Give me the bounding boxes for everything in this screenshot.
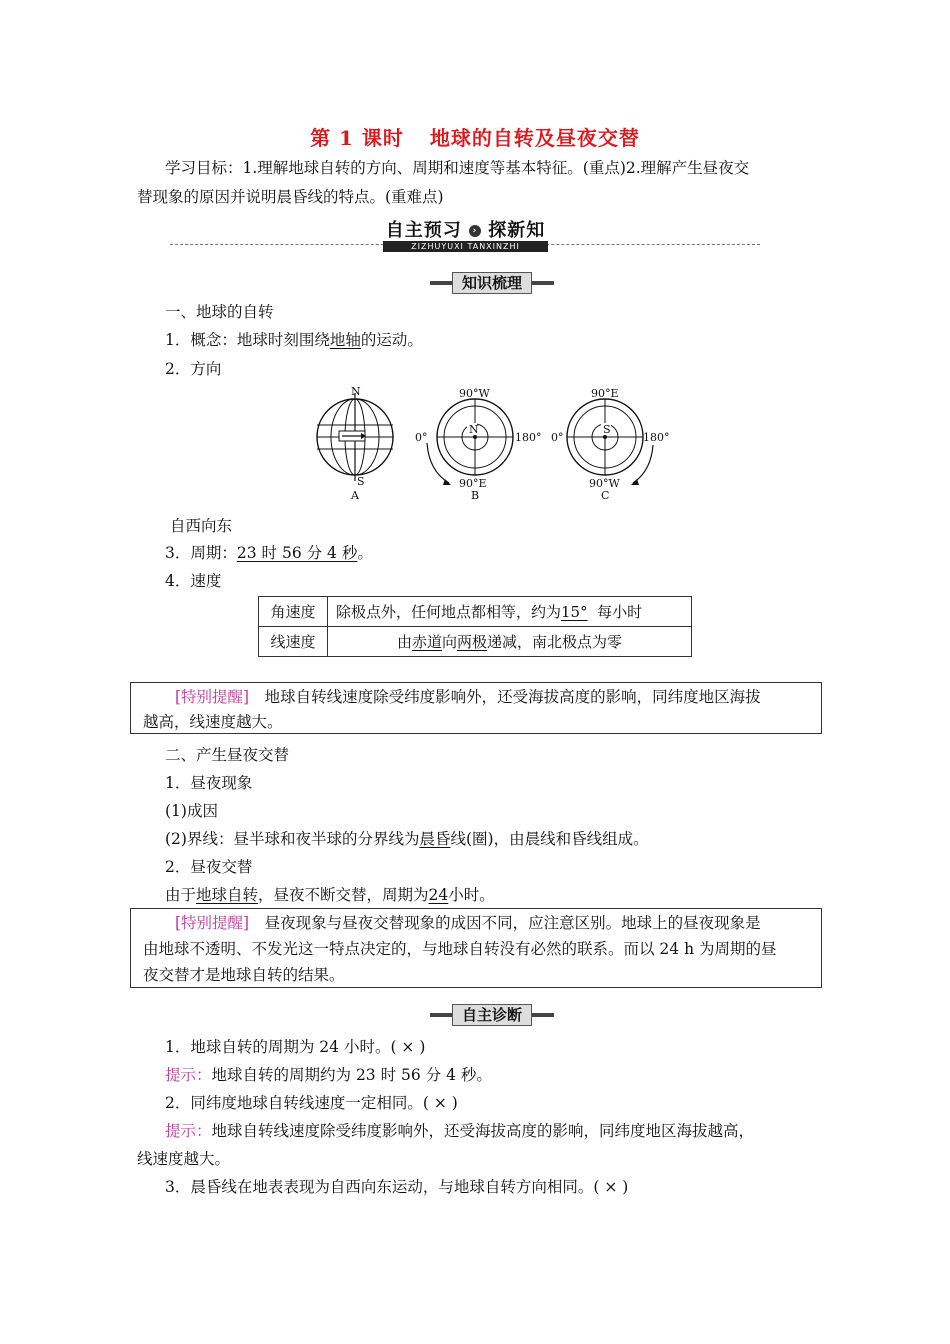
- table-row: [259, 627, 692, 657]
- globe-b-top: 90°W: [459, 387, 490, 400]
- globe-b-label: B: [471, 489, 480, 502]
- section-label-diagnosis: [430, 1004, 554, 1024]
- diag-h1: 提示：地球自转的周期约为 23 时 56 分 4 秒。: [165, 1066, 492, 1084]
- diag-q3: 3．晨昏线在地表表现为自西向东运动，与地球自转方向相同。( × ): [165, 1178, 629, 1196]
- speed-header-angular: 角速度: [259, 597, 328, 627]
- s2-p2: 2．昼夜交替: [165, 858, 253, 876]
- rotation-diagram: [305, 385, 675, 505]
- speed-linear-value: 由赤道向两极递减，南北极点为零: [328, 627, 692, 657]
- s1-direction: 2．方向: [165, 360, 222, 378]
- banner-left: 自主预习: [385, 220, 462, 241]
- globe-a-label: A: [351, 489, 359, 502]
- diag-q1: 1．地球自转的周期为 24 小时。( × ): [165, 1038, 426, 1056]
- globe-c-bottom: 90°W: [589, 477, 620, 490]
- globe-a-south: S: [357, 475, 365, 488]
- globe-c-left: 0°: [551, 431, 564, 444]
- s1-concept: 1．概念：地球时刻围绕地轴的运动。: [165, 331, 423, 349]
- globe-c-top: 90°E: [591, 387, 619, 400]
- s2-p1b: (2)界线：昼半球和夜半球的分界线为晨昏线(圈)，由晨线和昏线组成。: [165, 830, 649, 848]
- section-label-text: 自主诊断: [452, 1004, 532, 1026]
- speed-angular-value: 除极点外，任何地点都相等，约为15° 每小时: [328, 597, 692, 627]
- globe-b-left: 0°: [415, 431, 428, 444]
- globe-b-right: 180°: [515, 431, 542, 444]
- direction-text: 自西向东: [170, 517, 233, 535]
- title-topic: 地球的自转及昼夜交替: [429, 126, 640, 150]
- goals-line-1: 学习目标：1.理解地球自转的方向、周期和速度等基本特征。(重点)2.理解产生昼夜交: [165, 159, 750, 177]
- section-label-knowledge: [430, 272, 554, 292]
- speed-table: [258, 596, 692, 657]
- section-banner: [170, 214, 760, 254]
- diag-q2: 2．同纬度地球自转线速度一定相同。( × ): [165, 1094, 458, 1112]
- globe-a: [317, 385, 393, 502]
- s1-speed: 4．速度: [165, 572, 222, 590]
- banner-subtitle: ZIZHUYUXI TANXINZHI: [383, 241, 548, 252]
- globe-b: [415, 387, 542, 502]
- note-tag: [特别提醒]: [175, 914, 250, 932]
- s1-heading: 一、地球的自转: [165, 303, 274, 321]
- s2-heading: 二、产生昼夜交替: [165, 746, 290, 764]
- table-row: [259, 597, 692, 627]
- s2-p1a: (1)成因: [165, 802, 218, 820]
- globe-a-north: N: [351, 385, 361, 398]
- banner-title: [383, 216, 548, 240]
- s2-p2a: 由于地球自转，昼夜不断交替，周期为24小时。: [165, 886, 495, 904]
- title-lesson: 第 1 课时: [310, 126, 404, 150]
- special-note-2: [特别提醒] 昼夜现象与昼夜交替现象的成因不同，应注意区别。地球上的昼夜现象是 由地球不透明、不发光这一特点决定的，与地球自转没有必然的联系。而以 24 h 为周期的昼 夜交替才是地球自转的结果。: [130, 908, 822, 988]
- s1-period: 3．周期：23 时 56 分 4 秒。: [165, 544, 373, 562]
- globe-c-right: 180°: [643, 431, 670, 444]
- globe-b-bottom: 90°E: [459, 477, 487, 490]
- speed-header-linear: 线速度: [259, 627, 328, 657]
- chevron-right-icon: ›: [469, 225, 481, 237]
- globe-c-center: S: [603, 423, 611, 436]
- globe-c: [551, 387, 670, 502]
- banner-right: 探新知: [488, 220, 546, 241]
- diag-h2: 提示：地球自转线速度除受纬度影响外，还受海拔高度的影响，同纬度地区海拔越高，: [165, 1122, 755, 1140]
- goals-line-2: 替现象的原因并说明晨昏线的特点。(重难点): [137, 188, 444, 206]
- special-note-1: [特别提醒] 地球自转线速度除受纬度影响外，还受海拔高度的影响，同纬度地区海拔 越高，线速度越大。: [130, 682, 822, 734]
- page-title: [0, 122, 950, 151]
- diag-h2-cont: 线速度越大。: [137, 1150, 231, 1168]
- s2-p1: 1．昼夜现象: [165, 774, 253, 792]
- globe-b-center: N: [469, 423, 479, 436]
- section-label-text: 知识梳理: [452, 272, 532, 294]
- note-tag: [特别提醒]: [175, 688, 250, 706]
- globe-c-label: C: [601, 489, 610, 502]
